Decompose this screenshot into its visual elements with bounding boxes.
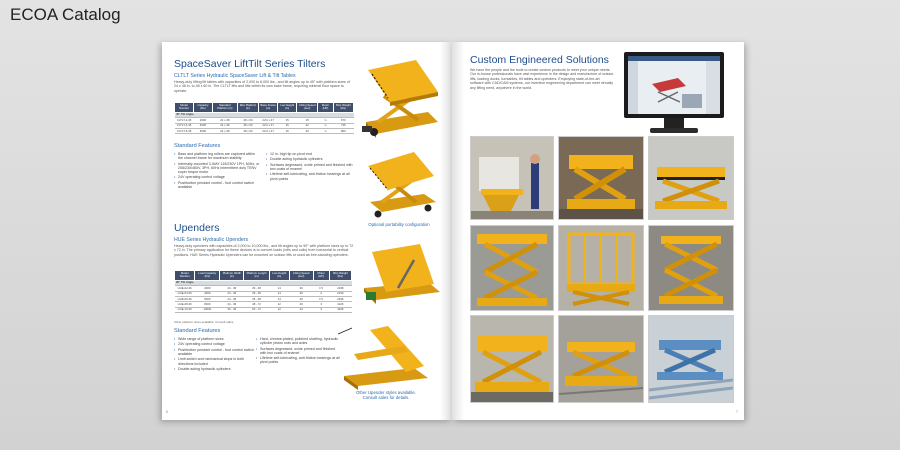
table-cell: 48 x 60 [237,118,258,123]
table-cell: 14 [269,291,289,296]
photo-dock-lift [470,315,554,403]
table-header-cell: Lifting Speed (sec) [289,271,313,281]
table-cell: 40 [289,302,313,307]
table-cell: HUE-06-36 [175,296,195,301]
table-header-cell: Low Height (in) [278,103,297,113]
table-header-cell: Standard Platform (in) [212,103,237,113]
table-cell: 800 [333,128,353,133]
portable-tilter-illustration [364,146,442,224]
table-cell: 36 - 48 [244,286,269,291]
tilters-intro: Heavy-duty lifting lift tables with capacities of 2,000 to 6,000 lbs., and tilt angles up to 45° with platform sizes of 24 x 48 in. to 48 x 60 in. The CLTLT lifts and tilts within its own base frame, requiring minimal floor space to operate. [174,80,350,93]
photo-blue-lift-on-track [648,315,734,403]
table-cell: HUE-08-36 [175,302,195,307]
table-cell: 6000 [194,128,213,133]
table-cell: 22 [297,123,318,128]
table-cell: 15 [278,128,297,133]
photo-caged-platform [558,225,644,311]
table-cell: 3 [313,307,329,312]
table-header-cell: Platform Width (in) [220,271,244,281]
feature-list-item: • Lifetime self-lubricating, anti-friction bearings at all pivot points [266,172,358,180]
table-header-cell: Load Capacity (lbs) [195,271,220,281]
table-cell: 24 - 36 [220,296,244,301]
left-page-number: 6 [166,410,168,414]
page-title: ECOA Catalog [10,5,121,24]
table-header-row [175,271,352,281]
table-cell: 670 [333,118,353,123]
table-header-cell: Platform Length (in) [244,271,269,281]
table-cell: 30 [289,291,313,296]
feature-list-item: • Base and platform leg rollers are captured within the channel frame for maximum stability [174,152,260,160]
table-cell: 24 - 36 [220,302,244,307]
table-cell: 14 [269,286,289,291]
features2-list-right [256,337,340,366]
table-cell: 14 [269,296,289,301]
table-cell: 3 [313,302,329,307]
table-group-label: 90° Tilt Angle [175,280,352,285]
right-page-number: 7 [736,410,738,414]
photo-platform-lift-rails [558,315,644,403]
photo-double-scissor-lift [648,225,734,311]
right-gutter-shadow [452,42,464,420]
table-cell: 2198 [329,286,351,291]
upenders-spec-table [174,270,352,313]
table-cell: ¾ [318,118,333,123]
custom-solutions-body: We have the people and the tools to create custom products to meet your unique needs. Our in-house professionals have vast experience in the design and manufacture of scissor lifts, loading docks, turntables, tilt tables and upenders. Employing state-of-the-art software with CAD/CAM systems, our inventive engineering department can meet virtually any lifting need, anywhere in the world. [470,68,614,90]
upenders-table-note: Other platform sizes available. Consult sales. [174,320,235,324]
table-cell: 48 - 72 [244,302,269,307]
feature-list-item: • Pushbutton pendant control - foot control switch available [174,348,254,356]
feature-list-item: • Hard, chrome-plated, polished shafting, hydraulic cylinder piston rods and axles [256,337,340,345]
table-cell: 2230 [329,291,351,296]
feature-list-item: • Lifetime self-lubricating, anti-friction bearings at all pivot points [256,356,340,364]
table-header-cell: Ship Weight (lbs) [329,271,351,281]
table-cell: CLTLT-2-45 [175,118,194,123]
features2-list-left [174,337,254,372]
feature-list-item: • Double acting hydraulic cylinders [174,367,254,371]
table-header-cell: Motor (HP) [313,271,329,281]
table-cell: 15 [297,118,318,123]
table-cell: 4406 [329,307,351,312]
tilters-spec-table [174,102,354,134]
table-cell: 15 [278,123,297,128]
photo-tall-scissor-lift [470,225,554,311]
photo-scissor-lift-yellow [558,136,644,220]
table-cell: 30 [289,286,313,291]
table-header-row [175,103,354,113]
table-cell: 40 [289,296,313,301]
feature-list-item: • Surfaces degreased, oxide primed and finished with two coats of enamel [266,163,358,171]
table-header-cell: Capacity (lbs) [194,103,213,113]
photo-lift-with-worker [470,136,554,220]
left-page [162,42,452,420]
table-header-cell: Max Platform (in) [237,103,258,113]
table-cell: HUE-04-36 [175,291,195,296]
table-cell: 4000 [195,291,220,296]
table-cell: ¾ [318,128,333,133]
feature-list-item: • 24V operating control voltage [174,175,260,179]
table-cell: 24 x 48 [212,118,237,123]
table-cell: 1½ [313,296,329,301]
table-cell: 10000 [195,307,220,312]
table-cell: 44 [289,307,313,312]
table-header-cell: Base Frame (in) [258,103,277,113]
table-cell: 12 [269,307,289,312]
right-page [452,42,744,420]
feature-list-item: • Internally-mounted 3-WAY 115/230V 1PH, 60Hz, or 208/230/460V, 3PH, 60Hz intermittent duty TENV super torque motor [174,162,260,175]
table-header-cell: Low Height (in) [269,271,289,281]
feature-list-item: • 24V operating control voltage [174,342,254,346]
table-cell: 22⅝ x 47 [258,123,277,128]
table-cell: 1½ [313,286,329,291]
table-header-cell: Model Number [175,271,195,281]
features1-title: Standard Features [174,143,221,149]
feature-list-item: • Wide range of platform sizes [174,337,254,341]
table-header-cell: Motor (HP) [318,103,333,113]
table-cell: 48 x 60 [237,128,258,133]
lift-tilt-table-illustration [358,52,442,142]
upender-styles-caption [334,390,438,400]
table-cell: 36 - 48 [244,291,269,296]
table-cell: 6000 [195,296,220,301]
table-cell: 15 [278,118,297,123]
table-cell: 4000 [194,123,213,128]
table-cell: 2000 [195,286,220,291]
table-cell: 24 x 48 [212,128,237,133]
table-cell: 24 - 36 [220,291,244,296]
portability-caption: Optional portability configuration [368,222,430,227]
custom-solutions-heading: Custom Engineered Solutions [470,54,609,66]
table-cell: 2 [313,291,329,296]
cad-monitor-image [622,50,726,140]
tilters-subheading: CLTLT Series Hydraulic SpaceSaver Lift & Tilt Tables [174,73,296,79]
table-cell: 60 - 72 [244,307,269,312]
upenders-intro: Heavy-duty upenders with capacities of 2,000 to 10,000 lbs., and tilt angles up to 90° with platform sizes up to 72 x 72 in. The primary application for these devices is to convert loads (rolls and coils) from horizontal to vertical positions. HUE Series Hydraulic Upenders can be mounted on scissor lifts or used as free-standing upenders. [174,244,354,257]
features1-list-right [266,152,358,182]
table-cell: HUE-02-36 [175,286,195,291]
table-cell: HUE-10-36 [175,307,195,312]
table-header-cell: Lifting Speed (sec) [297,103,318,113]
upender-styles-caption-line1: Other Upender styles available. [356,390,416,395]
feature-list-item: • Limit switch and mechanical stops in both directions included [174,357,254,365]
features2-title: Standard Features [174,328,221,334]
table-header-cell: Model Number [175,103,194,113]
table-cell: 4126 [329,302,351,307]
table-header-cell: Ship Weight (lbs) [333,103,353,113]
upender-style-illustration [334,324,434,394]
table-row [175,307,352,312]
upenders-heading: Upenders [174,222,220,234]
upender-styles-caption-line2: Consult sales for details. [362,395,410,400]
upenders-subheading: HUE Series Hydraulic Upenders [174,237,249,243]
table-cell: 8000 [195,302,220,307]
table-group-label: 45° Tilt Angle [175,112,354,117]
table-cell: 24 - 36 [220,286,244,291]
table-cell: 48 x 60 [237,123,258,128]
table-cell: 735 [333,123,353,128]
table-cell: CLTLT-4-45 [175,123,194,128]
table-cell: 2000 [194,118,213,123]
feature-list-item: • Surfaces degreased, oxide primed and finished with two coats of enamel [256,347,340,355]
table-cell: 30 [297,128,318,133]
photo-heavy-lift-table [648,136,734,220]
table-cell: ¾ [318,123,333,128]
table-cell: 30 - 36 [220,307,244,312]
table-row [175,128,354,133]
upender-illustration [358,238,444,318]
tilters-heading: SpaceSaver LiftTilt Series Tilters [174,58,326,70]
table-cell: 2336 [329,296,351,301]
feature-list-item: • 12 in. high tip on pivot end [266,152,358,156]
feature-list-item: • Pushbutton pendant control - foot control switch available [174,181,260,189]
table-cell: 24 x 48 [212,123,237,128]
table-cell: 22⅝ x 47 [258,118,277,123]
features1-list-left [174,152,260,190]
table-cell: 36 - 48 [244,296,269,301]
feature-list-item: • Double acting hydraulic cylinders [266,157,358,161]
table-cell: 22⅝ x 47 [258,128,277,133]
table-cell: 12 [269,302,289,307]
table-cell: CLTLT-6-45 [175,128,194,133]
